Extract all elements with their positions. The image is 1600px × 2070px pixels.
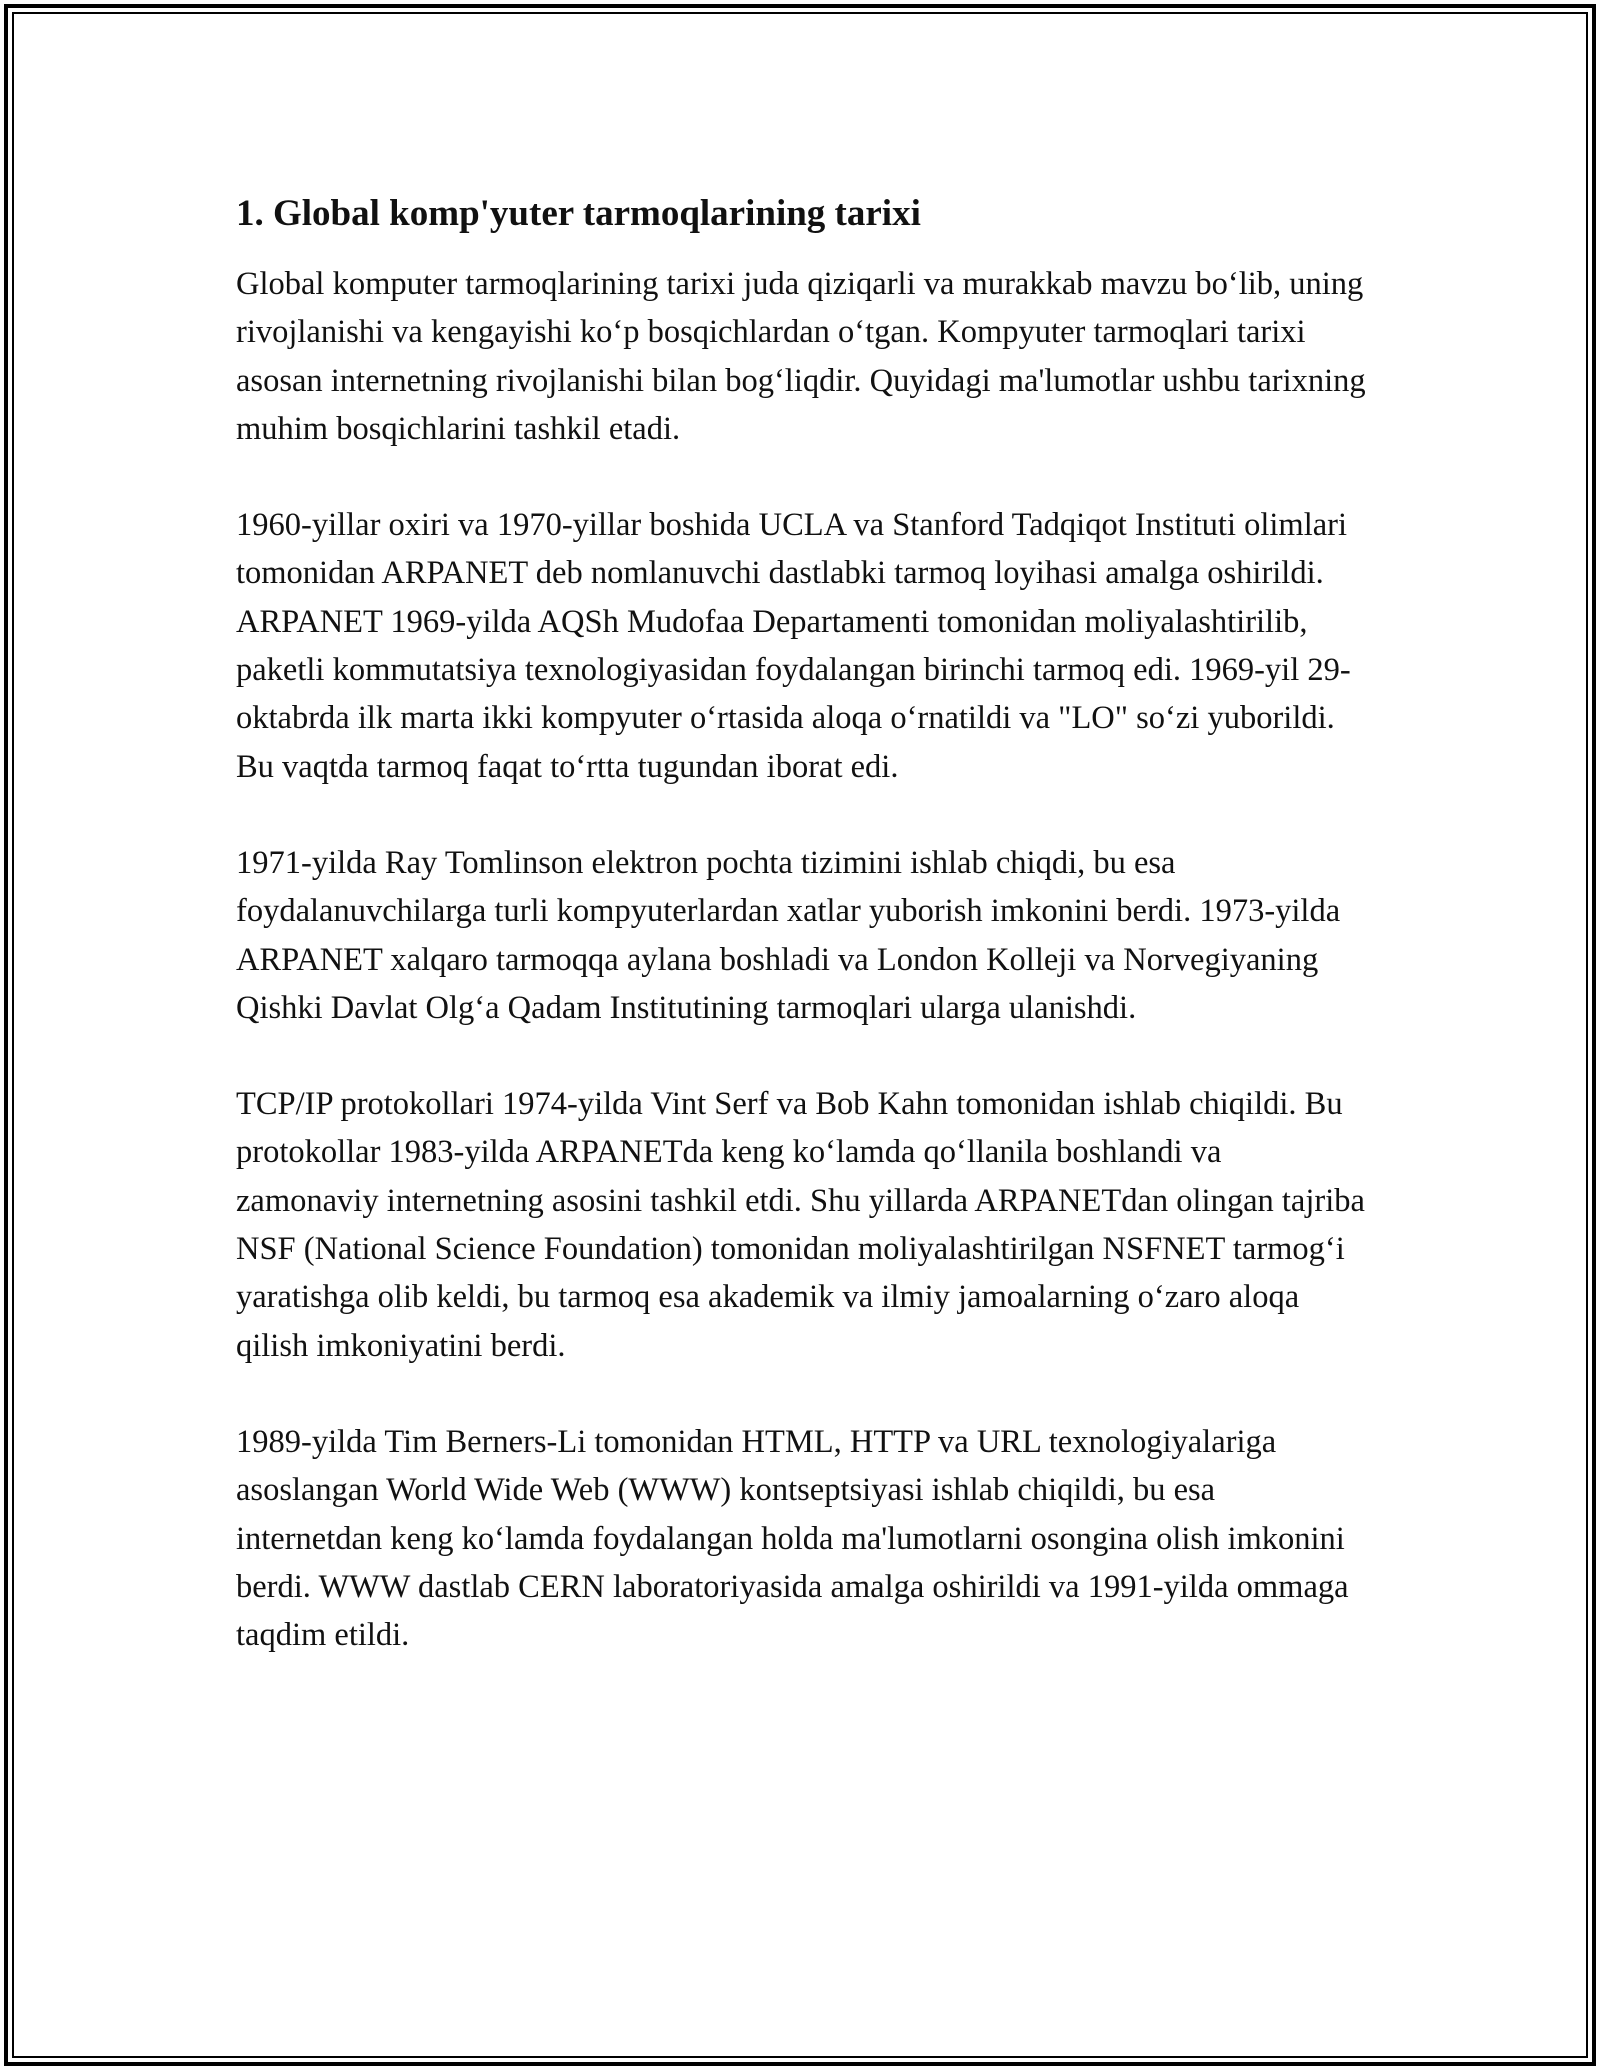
paragraph-www: 1989-yilda Tim Berners-Li tomonidan HTML, HTTP va URL texnologiyalariga asoslangan World Wide Web (WWW) kontseptsiyasi ishlab chiqildi, bu esa internetdan keng koʻlamda foydalangan holda ma'lumotlarni osongina olish imkonini berdi. WWW dastlab CERN laboratoriyasida amalga oshirildi va 1991-yilda ommaga taqdim etildi. xyxy=(236,1423,1349,1654)
paragraph-tcp-ip: TCP/IP protokollari 1974-yilda Vint Serf va Bob Kahn tomonidan ishlab chiqildi. Bu protokollar 1983-yilda ARPANETda keng koʻlamda qoʻllanila boshlandi va zamonaviy internetning asosini tashkil etdi. Shu yillarda ARPANETdan olingan tajriba NSF (National Science Foundation) tomonidan moliyalashtirilgan NSFNET tarmogʻi yaratishga olib keldi, bu tarmoq esa akademik va ilmiy jamoalarning oʻzaro aloqa qilish imkoniyatini berdi. xyxy=(236,1086,1365,1364)
paragraph-arpanet: 1960-yillar oxiri va 1970-yillar boshida UCLA va Stanford Tadqiqot Instituti olimlari tomonidan ARPANET deb nomlanuvchi dastlabki tarmoq loyihasi amalga oshirildi. ARPANET 1969-yilda AQSh Mudofaa Departamenti tomonidan moliyalashtirilib, paketli kommutatsiya texnologiyasidan foydalangan birinchi tarmoq edi. 1969-yil 29-oktabrda ilk marta ikki kompyuter oʻrtasida aloqa oʻrnatildi va "LO" soʻzi yuborildi. Bu vaqtda tarmoq faqat toʻrtta tugundan iborat edi. xyxy=(236,507,1351,785)
paragraph-email: 1971-yilda Ray Tomlinson elektron pochta tizimini ishlab chiqdi, bu esa foydalanuvchilarga turli kompyuterlardan xatlar yuborish imkonini berdi. 1973-yilda ARPANET xalqaro tarmoqqa aylana boshladi va London Kolleji va Norvegiyaning Qishki Davlat Olgʻa Qadam Institutining tarmoqlari ularga ulanishdi. xyxy=(236,844,1341,1026)
page-title: 1. Global komp'yuter tarmoqlarining tarixi xyxy=(236,193,921,234)
document-body xyxy=(236,190,1366,1707)
paragraph-intro: Global komputer tarmoqlarining tarixi juda qiziqarli va murakkab mavzu boʻlib, uning rivojlanishi va kengayishi koʻp bosqichlardan oʻtgan. Kompyuter tarmoqlari tarixi asosan internetning rivojlanishi bilan bogʻliqdir. Quyidagi ma'lumotlar ushbu tarixning muhim bosqichlarini tashkil etadi. xyxy=(236,266,1366,447)
